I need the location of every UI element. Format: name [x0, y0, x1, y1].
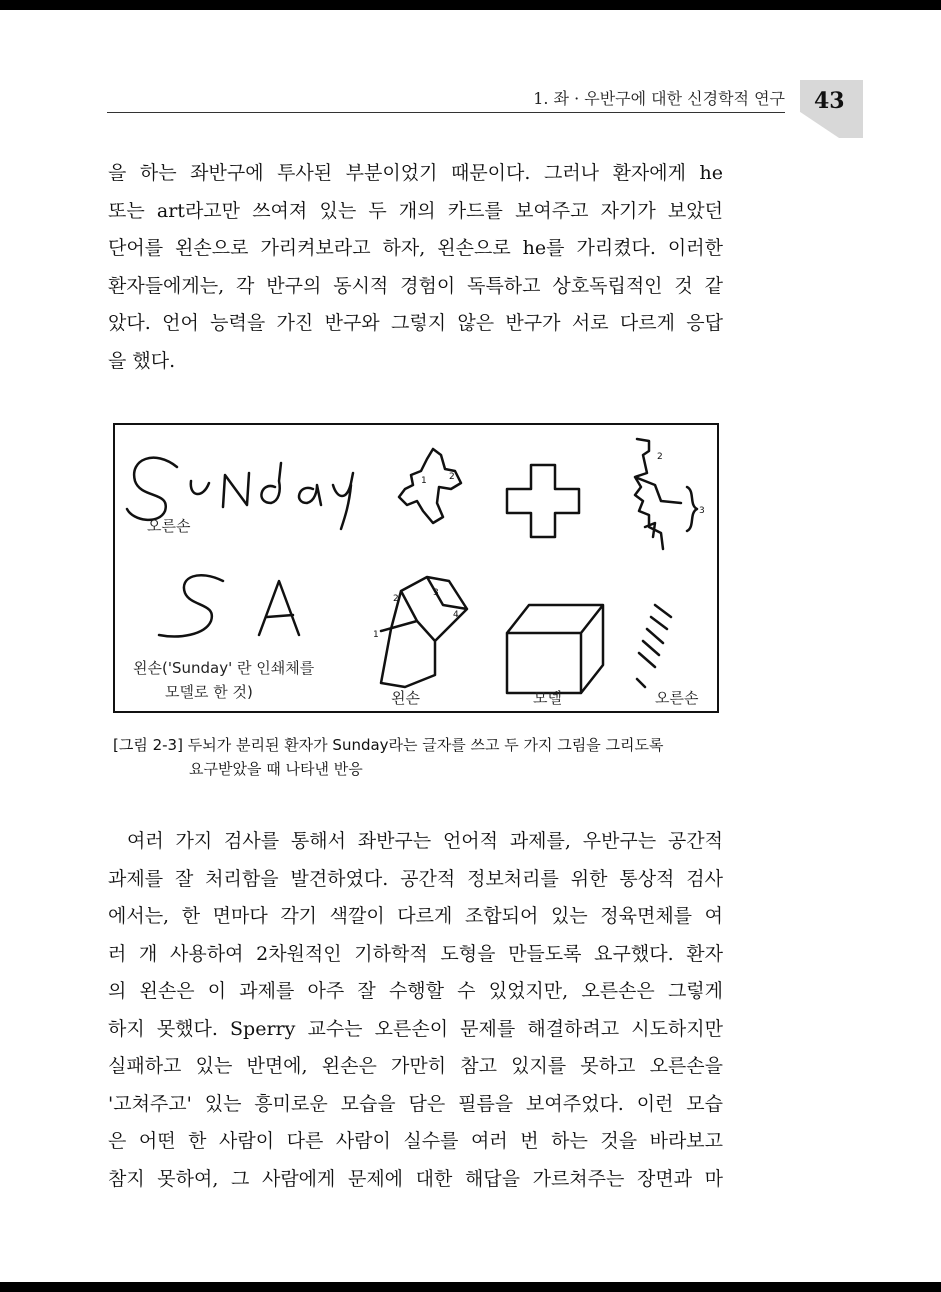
handwritten-sa-a	[259, 581, 299, 635]
handwritten-sunday-a	[299, 485, 321, 505]
text-line: 에서는, 한 면마다 각기 색깔이 다르게 조합되어 있는 정육면체를 여	[108, 905, 723, 927]
stroke-number-mark: 4	[453, 610, 459, 620]
drawn-cross-right-hand	[399, 449, 461, 523]
paragraph-1	[108, 155, 723, 380]
text-line: 을 했다.	[108, 349, 176, 372]
handwritten-sunday-n	[223, 473, 249, 507]
figure-caption	[113, 733, 728, 781]
text-line: 실패하고 있는 반면에, 왼손은 가만히 참고 있지를 못하고 오른손을	[108, 1055, 723, 1077]
text-line: 을 하는 좌반구에 투사된 부분이었기 때문이다. 그러나 환자에게 he	[108, 162, 723, 184]
running-head: 1. 좌 · 우반구에 대한 신경학적 연구	[533, 89, 785, 108]
label-left-hand-note: 왼손('Sunday' 란 인쇄체를	[133, 659, 315, 677]
stroke-number-mark: 2	[393, 594, 399, 604]
label-model: 모델	[533, 689, 562, 707]
text-line: '고쳐주고' 있는 흥미로운 모습을 담은 필름을 보여주었다. 이런 모습	[108, 1092, 723, 1115]
stroke-number-mark: 2	[449, 472, 455, 482]
handwritten-sunday-d	[261, 463, 281, 503]
text-line: 단어를 왼손으로 가리켜보라고 하자, 왼손으로 he를 가리켰다. 이러한	[108, 237, 723, 259]
handwritten-sunday-s	[127, 458, 177, 520]
stroke-number-mark: 1	[421, 476, 427, 486]
label-left-hand: 왼손	[391, 689, 420, 707]
drawn-strokes-right-hand	[637, 605, 671, 687]
text-line: 하지 못했다. Sperry 교수는 오른손이 문제를 해결하려고 시도하지만	[108, 1017, 723, 1040]
caption-line: 요구받았을 때 나타낸 반응	[189, 760, 363, 778]
label-right-hand-top: 오른손	[147, 517, 191, 535]
text-line: 의 왼손은 이 과제를 아주 잘 수행할 수 있었지만, 오른손은 그렇게	[108, 980, 723, 1002]
text-line: 또는 art라고만 쓰여져 있는 두 개의 카드를 보여주고 자기가 보았던	[108, 199, 723, 222]
text-line: 참지 못하여, 그 사람에게 문제에 대한 해답을 가르쳐주는 장면과 마	[108, 1167, 723, 1190]
stroke-number-mark: 3	[699, 506, 705, 516]
caption-line: [그림 2-3] 두뇌가 분리된 환자가 Sunday라는 글자를 쓰고 두 가지 그림을 그리도록	[113, 736, 664, 754]
figure-2-3	[113, 423, 719, 713]
model-cube	[507, 605, 603, 693]
brace-mark	[687, 487, 697, 531]
paragraph-2	[108, 823, 723, 1198]
label-left-hand-note: 모델로 한 것)	[165, 683, 253, 701]
label-right-hand-bottom: 오른손	[655, 689, 699, 707]
top-border	[0, 0, 941, 10]
handwritten-sunday-y	[333, 473, 353, 529]
text-line: 은 어떤 한 사람이 다른 사람이 실수를 여러 번 하는 것을 바라보고	[108, 1130, 723, 1152]
header-rule	[107, 112, 785, 113]
page-number: 43	[814, 88, 845, 114]
bottom-border	[0, 1282, 941, 1292]
text-line: 환자들에게는, 각 반구의 동시적 경험이 독특하고 상호독립적인 것 같	[108, 274, 723, 297]
stroke-number-mark: 3	[433, 588, 439, 598]
text-line: 과제를 잘 처리함을 발견하였다. 공간적 정보처리를 위한 통상적 검사	[108, 867, 723, 890]
model-cross	[507, 465, 579, 537]
handwritten-sunday-u	[191, 481, 209, 494]
handwritten-sa-s	[159, 575, 223, 636]
text-line: 여러 가지 검사를 통해서 좌반구는 언어적 과제를, 우반구는 공간적	[127, 830, 723, 852]
text-line: 러 개 사용하여 2차원적인 기하학적 도형을 만들도록 요구했다. 환자	[108, 942, 723, 965]
stroke-number-mark: 1	[373, 630, 379, 640]
text-line: 았다. 언어 능력을 가진 반구와 그렇지 않은 반구가 서로 다르게 응답	[108, 312, 723, 334]
stroke-number-mark: 2	[657, 452, 663, 462]
